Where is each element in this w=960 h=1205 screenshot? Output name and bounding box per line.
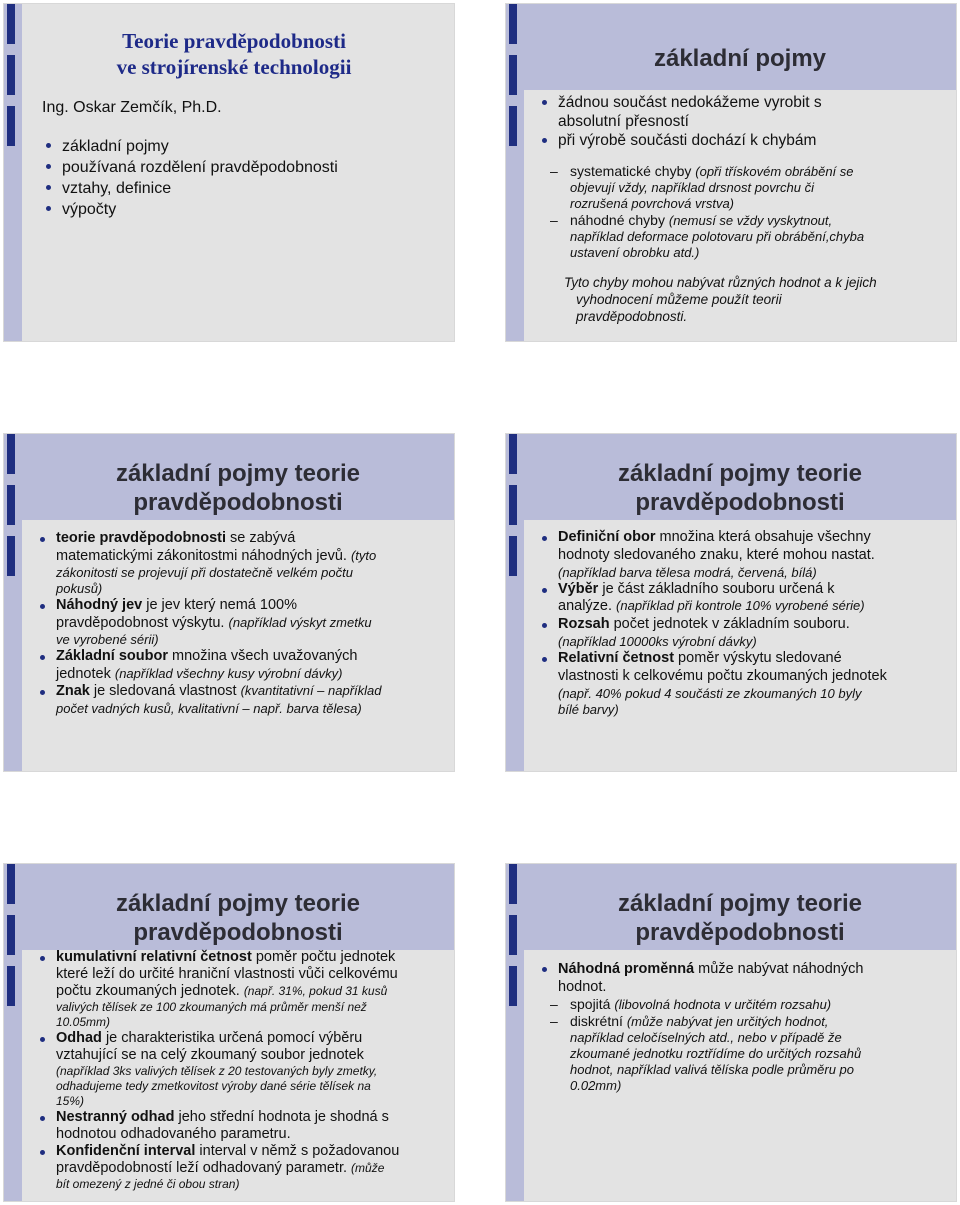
slide-heading: základní pojmy teorie pravděpodobnosti [115, 890, 361, 946]
slide-probability-basics-1 [3, 433, 455, 772]
list-item: při výrobě součásti dochází k chybám [538, 131, 948, 150]
sub-item: – diskrétní (může nabývat jen určitých hodnot, například celočíselných atd., nebo v případě že zkoumané jednotku roztřídíme do určitých rozsahů hodnot, například valivá tělíska podle průměru po 0.02mm) [548, 1013, 950, 1094]
list-item: žádnou součást nedokážeme vyrobit s absolutní přesností [538, 93, 948, 131]
note: Tyto chyby mohou nabývat různých hodnot a k jejich vyhodnocení můžeme použít teorii pravděpodobnosti. [564, 275, 877, 324]
slide-random-variable [505, 863, 957, 1202]
slide-marks [509, 4, 519, 134]
slide-marks [7, 4, 17, 134]
list-item: Znak je sledovaná vlastnost (kvantitativní – například počet vadných kusů, kvalitativní – např. barva tělesa) [36, 683, 448, 717]
slide-title-heading: Teorie pravděpodobnosti ve strojírenské technologii [116, 29, 352, 79]
list-item: Definiční obor množina která obsahuje všechny hodnoty sledovaného znaku, které mohou nastat. (například barva tělesa modrá, červená, bílá) [538, 529, 950, 581]
list-item: Náhodná proměnná může nabývat náhodných hodnot. [538, 960, 950, 996]
list-item: teorie pravděpodobnosti se zabývá matematickými zákonitostmi náhodných jevů. (tyto zákonitosti se projevují při dostatečně velkém počtu pokusů) [36, 530, 448, 597]
list-item: kumulativní relativní četnost poměr počtu jednotek které leží do určité hraniční vlastnosti vůči celkovému počtu zkoumaných jednotek. (např. 31%, pokud 31 kusů valivých tělísek ze 100 zkoumaných má průměr menší než 10.05mm) [36, 949, 451, 1030]
slide-basic-concepts [505, 3, 957, 342]
list-item: Základní soubor množina všech uvažovaných jednotek (například všechny kusy výrobní dávky) [36, 648, 448, 683]
slide-heading: základní pojmy teorie pravděpodobnosti [617, 460, 863, 516]
sub-item: – náhodné chyby (nemusí se vždy vyskytnout, například deformace polotovaru při obrábění,chyba ustavení obrobku atd.) [548, 212, 948, 261]
list-item: základní pojmy [42, 136, 442, 157]
list-item: Výběr je část základního souboru určená k analýze. (například při kontrole 10% vyrobené série) [538, 581, 950, 617]
slide-probability-basics-2 [505, 433, 957, 772]
list-item: vztahy, definice [42, 178, 442, 199]
slide-heading: základní pojmy teorie pravděpodobnosti [115, 460, 361, 516]
slide-title [3, 3, 455, 342]
sub-item: – systematické chyby (opři třískovém obrábění se objevují vždy, například drsnost povrchu či rozrušená povrchová vrstva) [548, 163, 948, 212]
list-item: Konfidenční interval interval v němž s požadovanou pravděpodobností leží odhadovaný parametr. (může bít omezený z jedné či obou stran) [36, 1143, 451, 1192]
list-item: používaná rozdělení pravděpodobnosti [42, 157, 442, 178]
slide-heading: základní pojmy [653, 45, 827, 72]
list-item: Náhodný jev je jev který nemá 100% pravděpodobnost výskytu. (například výskyt zmetku ve vyrobené sérii) [36, 597, 448, 648]
slide-probability-basics-3 [3, 863, 455, 1202]
list-item: Relativní četnost poměr výskytu sledované vlastnosti k celkovému počtu zkoumaných jednotek (např. 40% pokud 4 součásti ze zkoumaných 10 byly bílé barvy) [538, 650, 950, 718]
slide-marks [7, 864, 17, 994]
list-item: Rozsah počet jednotek v základním souboru. (například 10000ks výrobní dávky) [538, 616, 950, 650]
list-item: Nestranný odhad jeho střední hodnota je shodná s hodnotou odhadovaného parametru. [36, 1109, 451, 1143]
slide-heading: základní pojmy teorie pravděpodobnosti [617, 890, 863, 946]
list-item: výpočty [42, 199, 442, 220]
author: Ing. Oskar Zemčík, Ph.D. [42, 99, 222, 116]
slide-marks [509, 434, 519, 564]
slide-marks [7, 434, 17, 564]
sub-item: – spojitá (libovolná hodnota v určitém rozsahu) [548, 996, 950, 1013]
list-item: Odhad je charakteristika určená pomocí výběru vztahující se na celý zkoumaný soubor jednotek (například 3ks valivých tělísek z 20 testovaných byly zmetky, odhadujeme tedy zmetkovitost výroby dané série tělísek na 15%) [36, 1030, 451, 1109]
slide-marks [509, 864, 519, 994]
